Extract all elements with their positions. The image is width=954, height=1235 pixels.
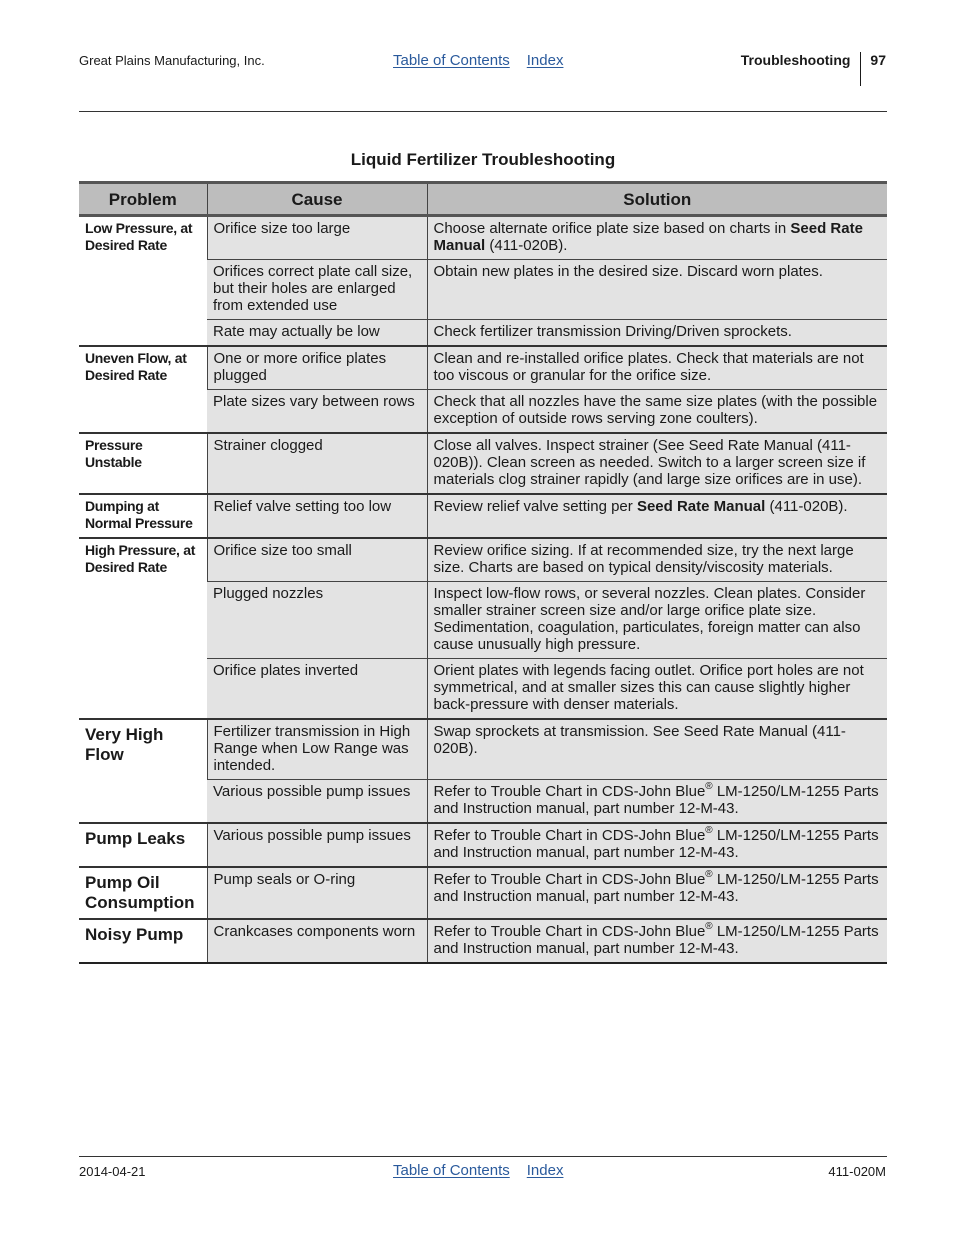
solution-text: Refer to Trouble Chart in CDS-John Blue: [433, 783, 706, 800]
footer-nav: [393, 1162, 563, 1179]
solution-text: LM-1250/LM-1255 Parts and Instruction manual, part number 12-M-43.: [433, 783, 879, 817]
solution-cell: Review orifice sizing. If at recommended size, try the next large size. Charts are based on typical density/viscosity materials.: [427, 538, 887, 582]
solution-text: Choose alternate orifice plate size based on charts in: [433, 220, 791, 237]
header-index-link[interactable]: Index: [526, 52, 564, 69]
company-name: Great Plains Manufacturing, Inc.: [79, 53, 265, 68]
header-rule: [79, 111, 887, 112]
solution-text: (411-020B).: [485, 237, 568, 254]
cause-cell: Orifices correct plate call size, but their holes are enlarged from extended use: [207, 260, 427, 320]
table-row: [79, 538, 887, 582]
registered-mark: ®: [705, 921, 713, 932]
header-problem: Problem: [79, 183, 207, 216]
solution-cell: Check that all nozzles have the same size plates (with the possible exception of outside rows serving zone coulters).: [427, 390, 887, 434]
problem-cell: Pump Oil Consumption: [79, 867, 207, 919]
problem-cell: Pump Leaks: [79, 823, 207, 867]
table-row: [79, 433, 887, 494]
solution-text: Refer to Trouble Chart in CDS-John Blue: [433, 827, 706, 844]
footer-doc-number: 411-020M: [828, 1164, 886, 1179]
table-row: [79, 346, 887, 390]
registered-mark: ®: [705, 781, 713, 792]
header-solution: Solution: [427, 183, 887, 216]
cause-cell: Orifice size too small: [207, 538, 427, 582]
solution-cell: [427, 867, 887, 919]
cause-cell: Pump seals or O-ring: [207, 867, 427, 919]
header-toc-link[interactable]: Table of Contents: [393, 52, 510, 69]
solution-text: LM-1250/LM-1255 Parts and Instruction manual, part number 12-M-43.: [433, 871, 879, 905]
header-cause: Cause: [207, 183, 427, 216]
cause-cell: Plate sizes vary between rows: [207, 390, 427, 434]
solution-text: Refer to Trouble Chart in CDS-John Blue: [433, 871, 706, 888]
page-number: 97: [870, 52, 886, 68]
solution-text: LM-1250/LM-1255 Parts and Instruction manual, part number 12-M-43.: [433, 827, 879, 861]
footer-rule: [79, 1156, 887, 1157]
problem-cell: Uneven Flow, at Desired Rate: [79, 346, 207, 433]
problem-cell: Pressure Unstable: [79, 433, 207, 494]
cause-cell: Orifice size too large: [207, 216, 427, 260]
section-title: Troubleshooting: [740, 52, 851, 68]
solution-cell: Clean and re-installed orifice plates. Check that materials are not too viscous or granular for the orifice size.: [427, 346, 887, 390]
solution-cell: Obtain new plates in the desired size. Discard worn plates.: [427, 260, 887, 320]
solution-text: LM-1250/LM-1255 Parts and Instruction manual, part number 12-M-43.: [433, 923, 879, 957]
solution-cell: [427, 780, 887, 824]
solution-cell: Swap sprockets at transmission. See Seed Rate Manual (411-020B).: [427, 719, 887, 780]
table-row: [79, 719, 887, 780]
cause-cell: Rate may actually be low: [207, 320, 427, 347]
solution-text: Refer to Trouble Chart in CDS-John Blue: [433, 923, 706, 940]
table-header-row: [79, 183, 887, 216]
cause-cell: Relief valve setting too low: [207, 494, 427, 538]
table-row: [79, 823, 887, 867]
cause-cell: Plugged nozzles: [207, 582, 427, 659]
solution-bold-ref: Seed Rate Manual: [433, 220, 863, 254]
solution-text: Review relief valve setting per: [433, 498, 637, 515]
problem-cell: Noisy Pump: [79, 919, 207, 963]
cause-cell: Strainer clogged: [207, 433, 427, 494]
table-row: [79, 919, 887, 963]
solution-bold-ref: Seed Rate Manual: [636, 498, 766, 515]
solution-text: (411-020B).: [765, 498, 848, 515]
problem-cell: High Pressure, at Desired Rate: [79, 538, 207, 719]
footer-toc-link[interactable]: Table of Contents: [393, 1162, 510, 1179]
table-title: Liquid Fertilizer Troubleshooting: [350, 150, 616, 169]
table-row: [79, 867, 887, 919]
cause-cell: Various possible pump issues: [207, 823, 427, 867]
solution-cell: Orient plates with legends facing outlet. Orifice port holes are not symmetrical, and at smaller sizes this can cause slightly higher back-pressure with denser materials.: [427, 659, 887, 720]
solution-cell: [427, 823, 887, 867]
footer-date: 2014-04-21: [79, 1164, 146, 1179]
troubleshooting-table: [79, 181, 887, 964]
table-row: [79, 216, 887, 260]
solution-cell: Inspect low-flow rows, or several nozzles. Clean plates. Consider smaller strainer screen size and/or large orifice plate size. Sedimentation, coagulation, particulates, foreign matter can also cause unusually high pressure.: [427, 582, 887, 659]
cause-cell: Crankcases components worn: [207, 919, 427, 963]
header-divider: [860, 52, 861, 86]
solution-cell: Close all valves. Inspect strainer (See Seed Rate Manual (411-020B)). Clean screen as needed. Switch to a larger screen size if materials clog strainer rapidly (and large size orifices are in use).: [427, 433, 887, 494]
solution-cell: [427, 494, 887, 538]
problem-cell: Low Pressure, at Desired Rate: [79, 216, 207, 347]
cause-cell: Orifice plates inverted: [207, 659, 427, 720]
solution-cell: [427, 216, 887, 260]
header-nav: [393, 52, 563, 69]
cause-cell: Various possible pump issues: [207, 780, 427, 824]
cause-cell: Fertilizer transmission in High Range when Low Range was intended.: [207, 719, 427, 780]
solution-cell: [427, 919, 887, 963]
footer-index-link[interactable]: Index: [526, 1162, 564, 1179]
cause-cell: One or more orifice plates plugged: [207, 346, 427, 390]
table-row: [79, 494, 887, 538]
registered-mark: ®: [705, 869, 713, 880]
problem-cell: Dumping at Normal Pressure: [79, 494, 207, 538]
section-header: [741, 52, 886, 86]
problem-cell: Very High Flow: [79, 719, 207, 823]
registered-mark: ®: [705, 825, 713, 836]
solution-cell: Check fertilizer transmission Driving/Driven sprockets.: [427, 320, 887, 347]
